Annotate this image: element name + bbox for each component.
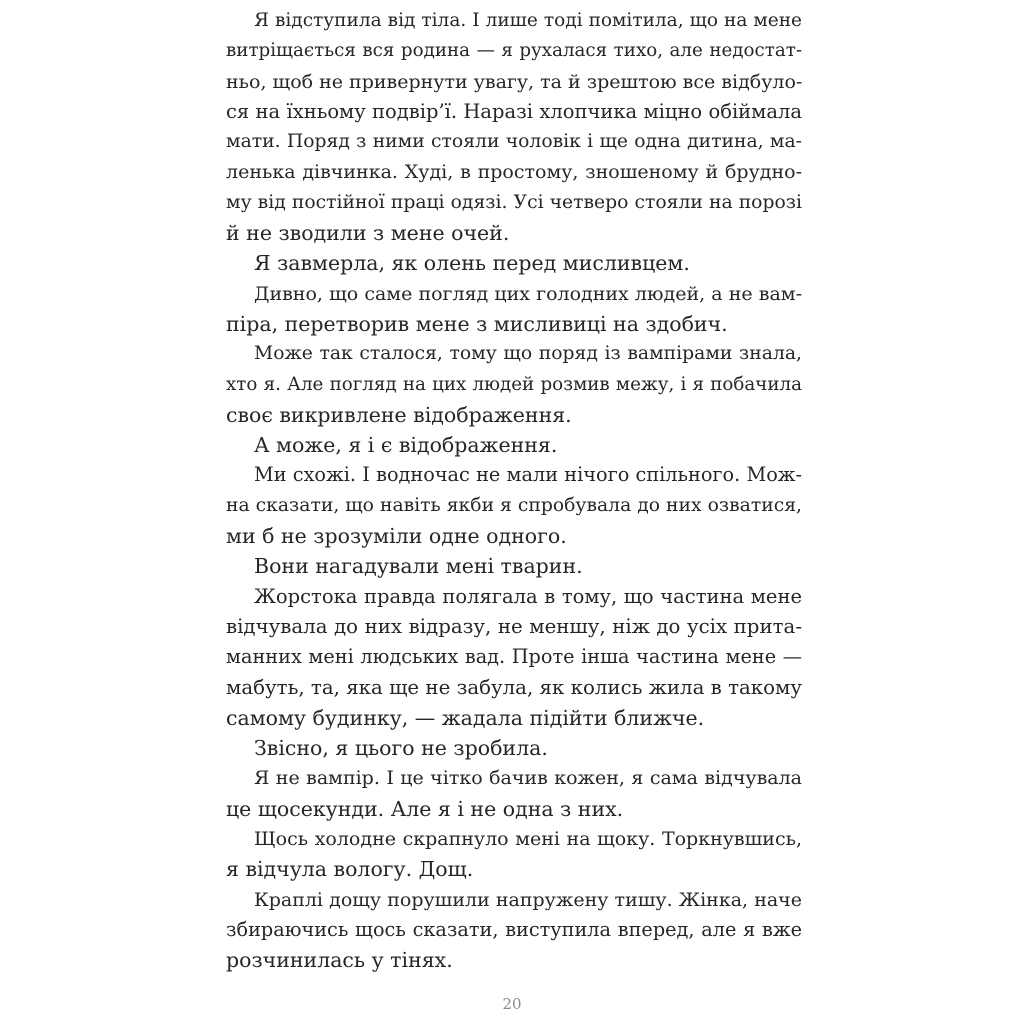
text-line: Я не вампір. І це чітко бачив кожен, я сама відчувала [254,767,802,790]
text-line: му від постійної праці одязі. Усі четверо стояли на порозі [226,191,802,213]
text-line: я відчула вологу. Дощ. [226,857,474,882]
text-line: Краплі дощу порушили напружену тишу. Жінка, наче [254,888,802,911]
text-line: Я завмерла, як олень перед мисливцем. [254,251,690,276]
text-line: ньо, щоб не привернути увагу, та й зрештою все відбуло- [226,70,803,93]
text-line: розчинилась у тінях. [226,948,453,973]
text-line: Ми схожі. І водночас не мали нічого спільного. Мож- [254,463,802,487]
text-line: збираючись щось сказати, виступила вперед, але я вже [226,917,802,941]
text-line: Жорстока правда полягала в тому, що частина мене [254,584,802,608]
text-line: ми б не зрозуміли одне одного. [226,524,567,549]
text-line: ленька дівчинка. Худі, в простому, зношеному й брудно- [226,161,802,184]
text-line: мабуть, та, яка ще не забула, як колись жила в такому [226,675,802,699]
text-line: Я відступила від тіла. І лише тоді помітила, що на мене [254,10,802,31]
text-line: Дивно, що саме погляд цих голодних людей, а не вам- [254,282,802,305]
text-line: Звісно, я цього не зробила. [254,736,548,761]
text-line: Може так сталося, тому що поряд із вампірами знала, [254,343,802,365]
text-line: манних мені людських вад. Проте інша частина мене — [226,645,802,669]
text-line: А може, я і є відображення. [254,433,558,458]
text-line: відчувала до них відразу, не меншу, ніж до усіх прита- [226,614,802,638]
text-line: своє викривлене відображення. [226,402,572,427]
text-line: це щосекунди. Але я і не одна з них. [226,796,624,821]
text-line: мати. Поряд з ними стояли чоловік і ще одна дитина, ма- [226,131,802,153]
page-number: 20 [502,995,522,1013]
text-line: й не зводили з мене очей. [226,221,510,246]
text-line: самому будинку, — жадала підійти ближче. [226,705,705,730]
text-line: Щось холодне скрапнуло мені на щоку. Торкнувшись, [254,828,802,851]
text-line: Вони нагадували мені тварин. [254,554,583,579]
text-line: хто я. Але погляд на цих людей розмив межу, і я побачила [226,373,802,395]
text-line: витріщається вся родина — я рухалася тихо, але недостат- [226,40,802,62]
text-line: ся на їхньому подвір’ї. Наразі хлопчика міцно обіймала [226,99,802,123]
text-line: піра, перетворив мене з мисливиці на здобич. [226,311,728,336]
body-text [226,6,802,976]
text-line: на сказати, що навіть якби я спробувала до них озватися, [226,494,802,516]
